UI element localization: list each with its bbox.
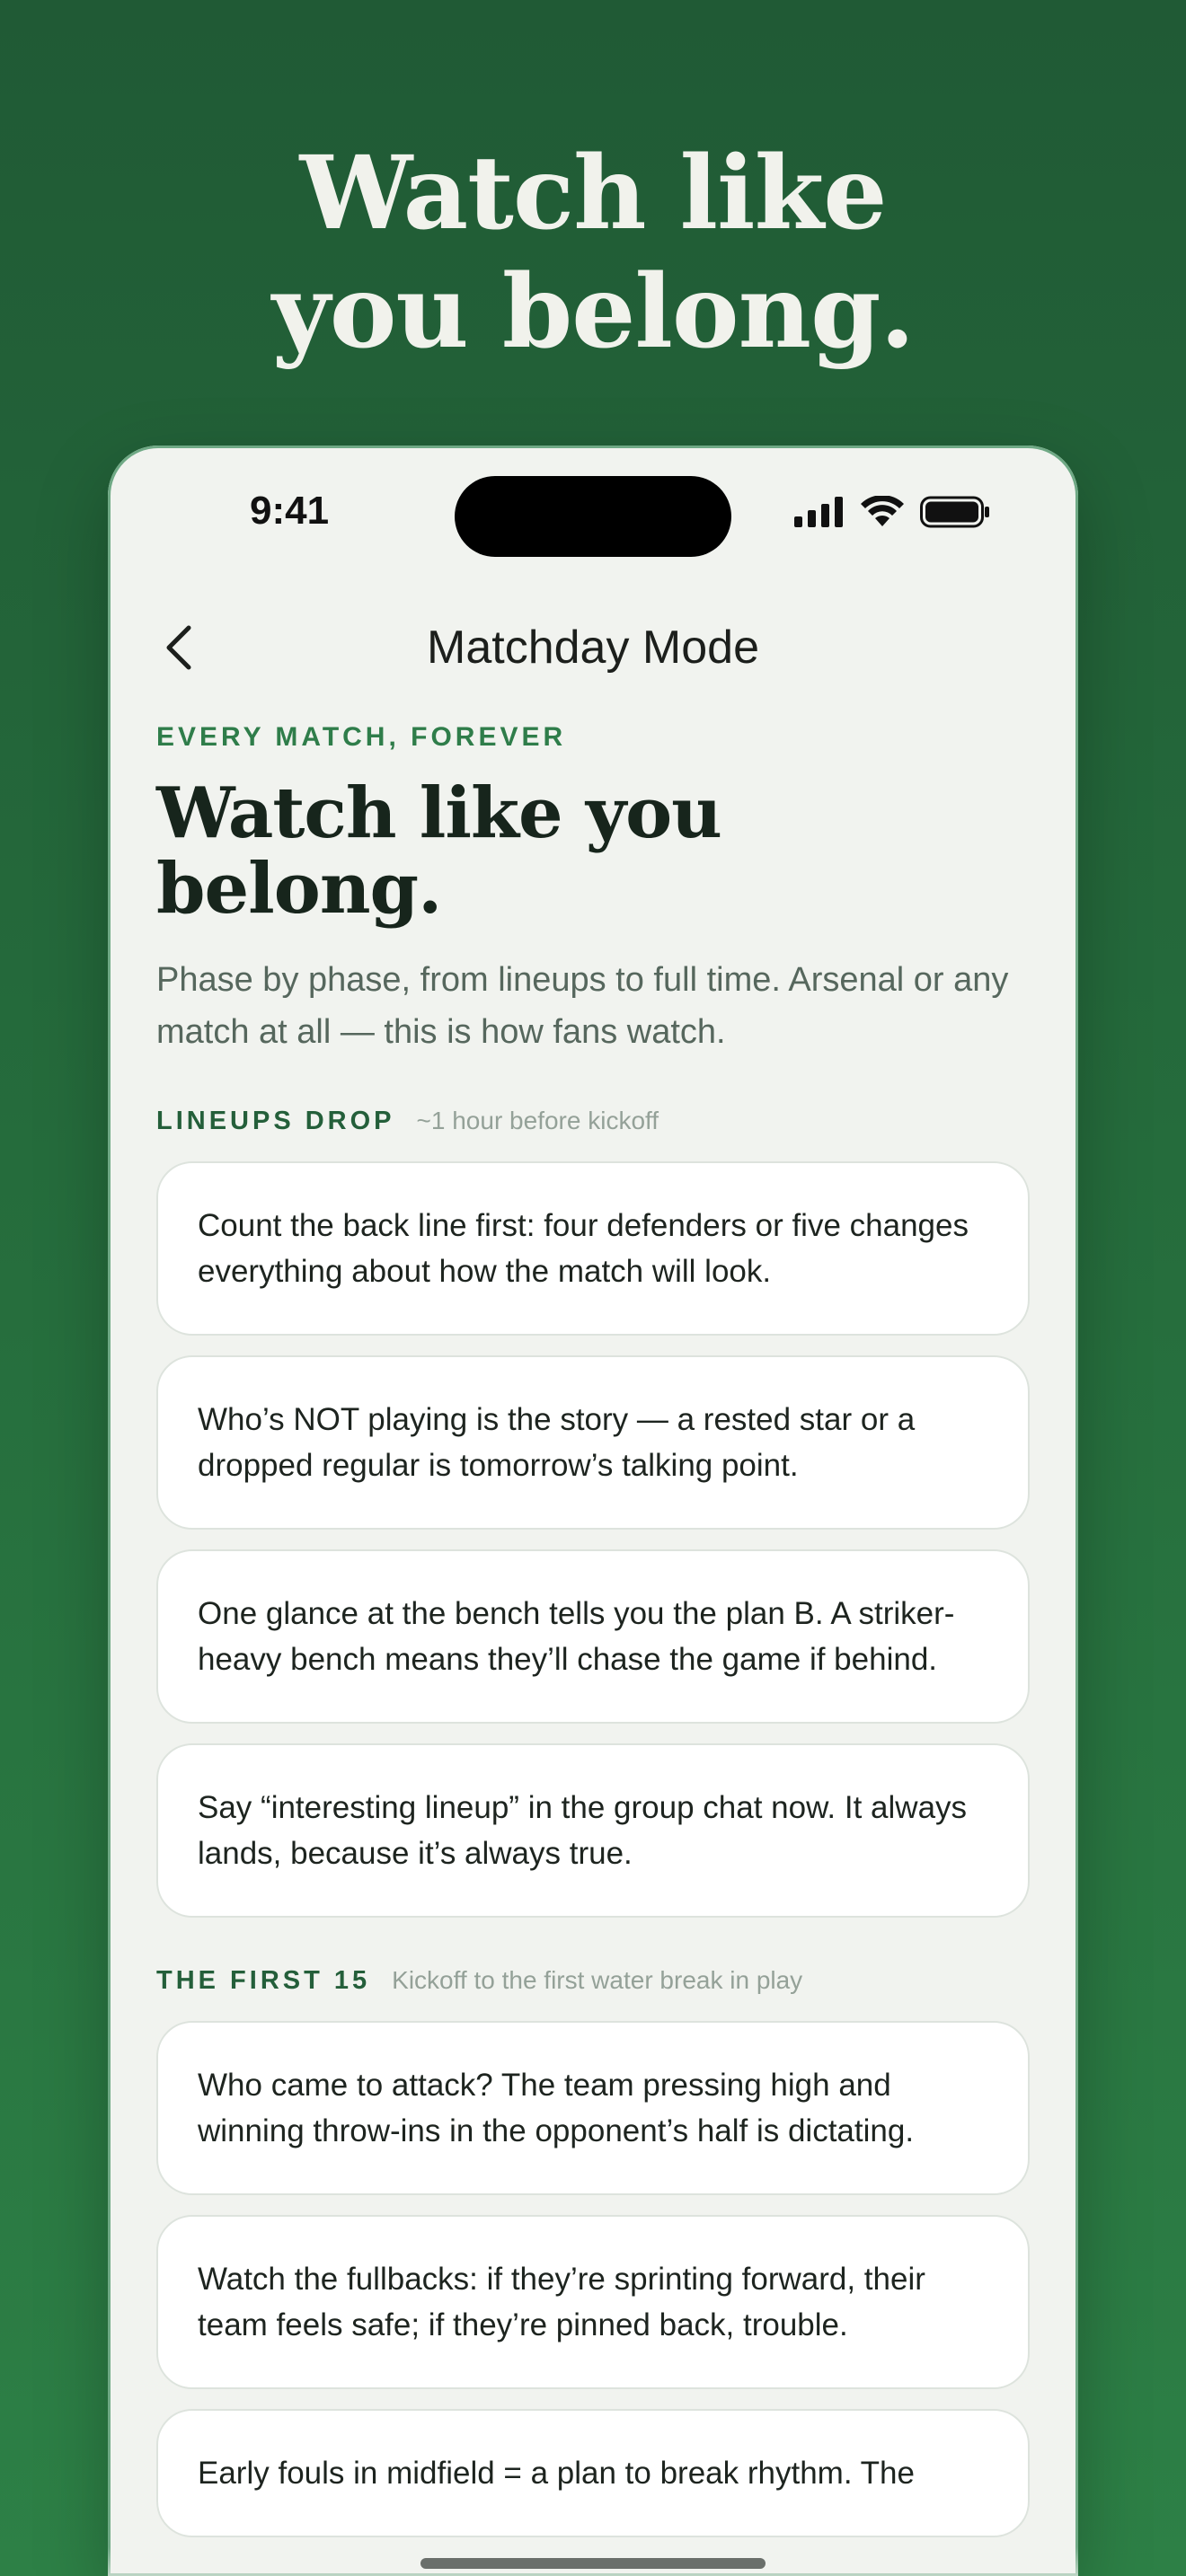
- page-title: [156, 772, 1030, 930]
- section-header-lineups: [156, 1107, 1030, 1136]
- tip-card[interactable]: Who came to attack? The team pressing high and winning throw-ins in the opponent’s half is dictating.: [156, 2021, 1030, 2195]
- tip-card[interactable]: Watch the fullbacks: if they’re sprinting forward, their team feels safe; if they’re pinned back, trouble.: [156, 2215, 1030, 2389]
- status-icons: [794, 492, 1010, 532]
- hero-headline: [0, 135, 1186, 372]
- chevron-left-icon: [164, 624, 194, 671]
- wifi-icon: [861, 496, 904, 528]
- section-label: THE FIRST 15: [156, 1966, 371, 1995]
- dynamic-island: [455, 476, 731, 557]
- hero-headline-line-1: Watch like: [299, 135, 887, 252]
- phone-frame: [108, 446, 1078, 2576]
- tip-card[interactable]: Early fouls in midfield = a plan to break rhythm. The: [156, 2409, 1030, 2537]
- section-note: Kickoff to the first water break in play: [392, 1966, 803, 1994]
- navigation-bar: [108, 598, 1078, 697]
- tip-card[interactable]: Count the back line first: four defenders or five changes everything about how the match will look.: [156, 1161, 1030, 1336]
- eyebrow-label: EVERY MATCH, FOREVER: [156, 722, 567, 752]
- page-title-line-1: Watch like you: [156, 772, 721, 854]
- signal-icon: [794, 497, 845, 527]
- back-button[interactable]: [147, 616, 210, 679]
- section-note: ~1 hour before kickoff: [416, 1107, 659, 1134]
- content-scroll-area[interactable]: [156, 715, 1030, 2557]
- nav-title: Matchday Mode: [427, 622, 759, 674]
- status-bar: [108, 446, 1078, 589]
- section-header-first-15: [156, 1966, 1030, 1996]
- status-time: 9:41: [250, 489, 330, 533]
- tip-card[interactable]: One glance at the bench tells you the plan B. A striker-heavy bench means they’ll chase the game if behind.: [156, 1549, 1030, 1724]
- home-indicator[interactable]: [420, 2558, 766, 2569]
- battery-icon: [920, 495, 990, 529]
- tip-card[interactable]: Who’s NOT playing is the story — a rested star or a dropped regular is tomorrow’s talking point.: [156, 1355, 1030, 1530]
- page-subtitle: Phase by phase, from lineups to full time. Arsenal or any match at all — this is how fans watch.: [156, 961, 1009, 1051]
- tip-card[interactable]: Say “interesting lineup” in the group chat now. It always lands, because it’s always true.: [156, 1743, 1030, 1918]
- hero-headline-line-2: you belong.: [271, 253, 915, 371]
- section-label: LINEUPS DROP: [156, 1107, 395, 1135]
- page-title-line-2: belong.: [156, 848, 442, 930]
